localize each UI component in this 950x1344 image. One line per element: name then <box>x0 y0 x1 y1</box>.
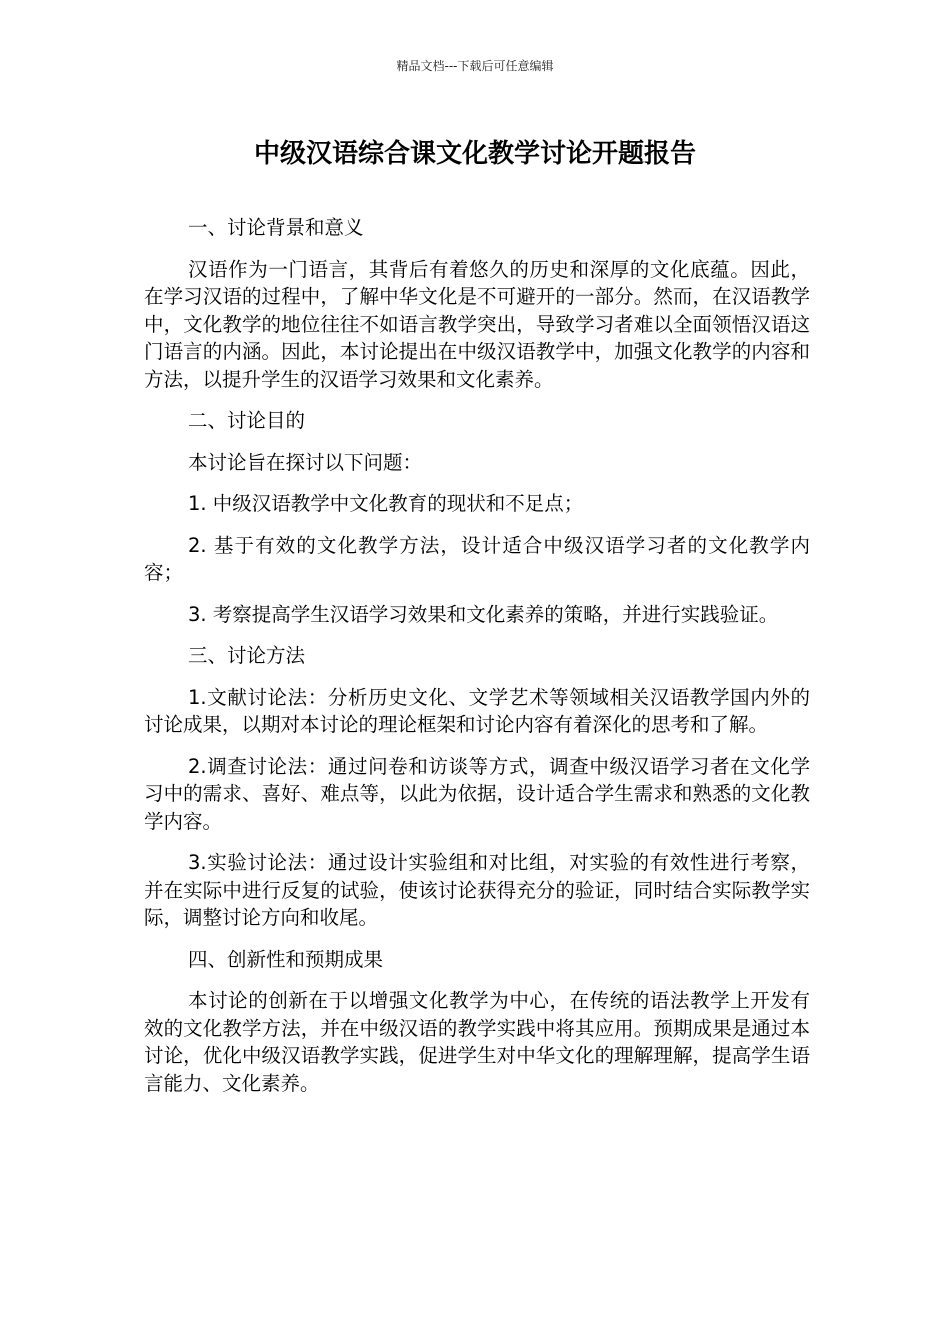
section-heading-methods: 三、讨论方法 <box>188 644 306 667</box>
paragraph-innovation: 本讨论的创新在于以增强文化教学为中心，在传统的语法教学上开发有效的文化教学方法，并在中级汉语的教学实践中将其应用。预期成果是通过本讨论，优化中级汉语教学实践，促进学生对中华文化的理解理解，提高学生语言能力、文化素养。 <box>144 989 810 1095</box>
document-title: 中级汉语综合课文化教学讨论开题报告 <box>253 139 696 169</box>
document-body <box>144 214 810 1111</box>
list-item-purpose-2: 2. 基于有效的文化教学方法，设计适合中级汉语学习者的文化教学内容； <box>144 533 810 584</box>
paragraph-purpose-intro: 本讨论旨在探讨以下问题： <box>188 450 423 474</box>
list-item-purpose-3: 3. 考察提高学生汉语学习效果和文化素养的策略，并进行实践验证。 <box>188 602 779 626</box>
paragraph-background: 汉语作为一门语言，其背后有着悠久的历史和深厚的文化底蕴。因此，在学习汉语的过程中，了解中华文化是不可避开的一部分。然而，在汉语教学中，文化教学的地位往往不如语言教学突出，导致学习者难以全面领悟汉语这门语言的内涵。因此，本讨论提出在中级汉语教学中，加强文化教学的内容和方法，以提升学生的汉语学习效果和文化素养。 <box>144 257 810 391</box>
list-item-method-2: 2.调查讨论法：通过问卷和访谈等方式，调查中级汉语学习者在文化学习中的需求、喜好、难点等，以此为依据，设计适合学生需求和熟悉的文化教学内容。 <box>144 754 810 833</box>
list-item-purpose-1: 1. 中级汉语教学中文化教育的现状和不足点； <box>188 492 584 515</box>
section-heading-innovation: 四、创新性和预期成果 <box>188 947 384 971</box>
section-heading-purpose: 二、讨论目的 <box>188 409 306 432</box>
page-header-note: 精品文档---下载后可任意编辑 <box>396 59 554 73</box>
list-item-method-1: 1.文献讨论法：分析历史文化、文学艺术等领域相关汉语教学国内外的讨论成果，以期对本讨论的理论框架和讨论内容有着深化的思考和了解。 <box>144 685 810 736</box>
section-heading-background: 一、讨论背景和意义 <box>188 216 364 239</box>
list-item-method-3: 3.实验讨论法：通过设计实验组和对比组，对实验的有效性进行考察，并在实际中进行反复的试验，使该讨论获得充分的验证，同时结合实际教学实际，调整讨论方向和收尾。 <box>144 851 810 929</box>
